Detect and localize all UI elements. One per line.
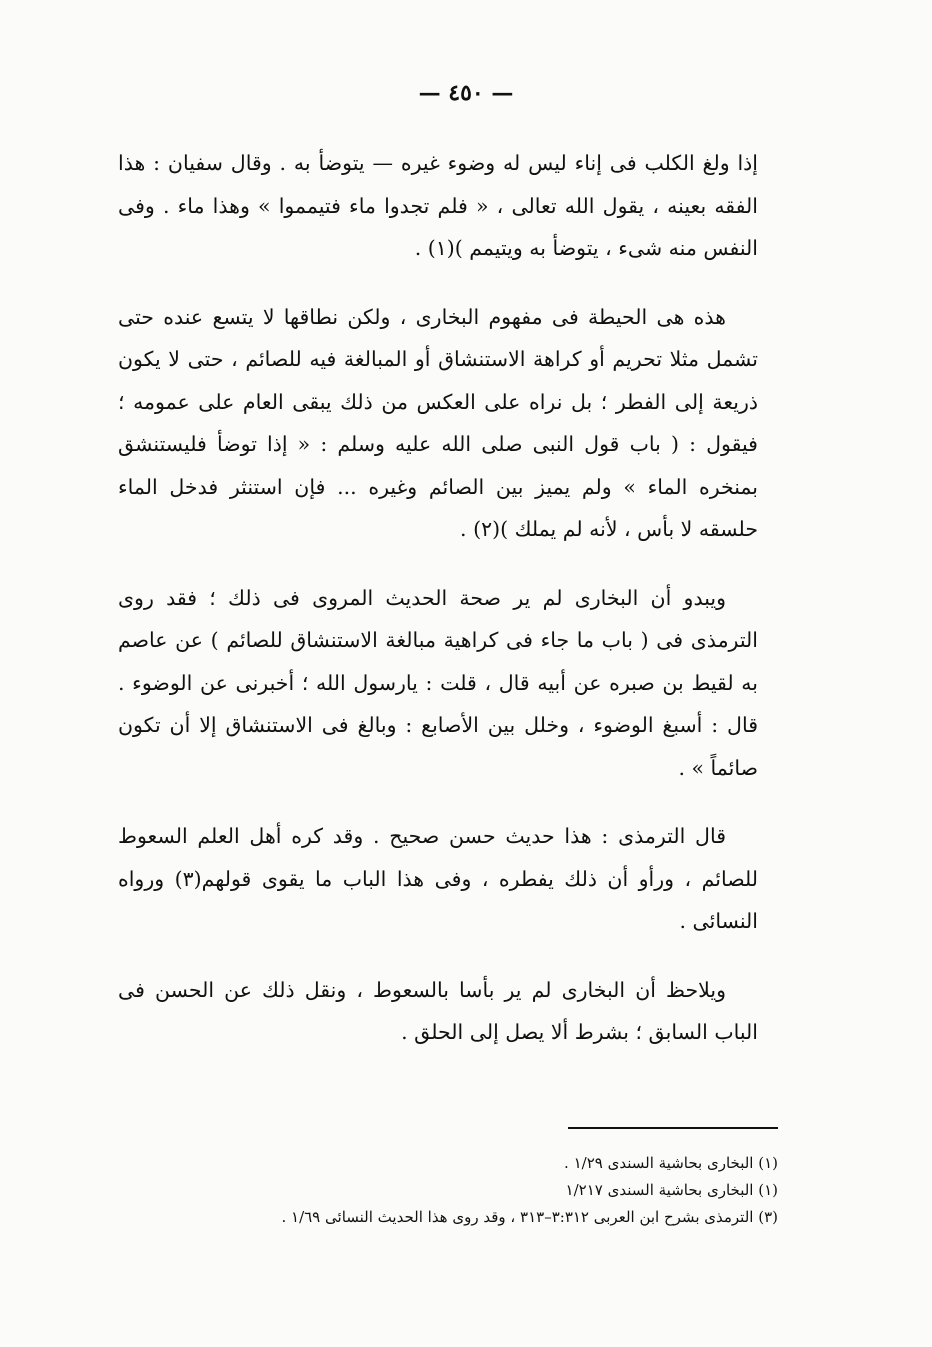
page-number: — ٤٥٠ — xyxy=(418,80,514,106)
footnote-1: (١) البخارى بحاشية السندى ١/٢٩ . xyxy=(564,1154,778,1172)
footnote-3: (٣) الترمذى بشرح ابن العربى ٣:٣١٢–٣١٣ ، وقد روى هذا الحديث النسائى ١/٦٩ . xyxy=(281,1208,778,1226)
main-text xyxy=(118,142,758,1054)
footnote-2: (١) البخارى بحاشية السندى ١/٢١٧ xyxy=(565,1181,778,1199)
footnote-divider xyxy=(568,1127,778,1129)
paragraph-3: ويبدو أن البخارى لم ير صحة الحديث المروى فى ذلك ؛ فقد روى الترمذى فى ( باب ما جاء فى كراهية مبالغة الاستنشاق للصائم ) عن عاصم به لقيط بن صبره عن أبيه قال ، قلت : يارسول الله ؛ أخبرنى عن الوضوء . قال : أسبغ الوضوء ، وخلل بين الأصابع : وبالغ فى الاستنشاق إلا أن تكون صائماً » . xyxy=(118,585,758,780)
paragraph-5: ويلاحظ أن البخارى لم ير بأسا بالسعوط ، ونقل ذلك عن الحسن فى الباب السابق ؛ بشرط ألا يصل إلى الحلق . xyxy=(118,977,758,1044)
footnotes xyxy=(118,1150,778,1231)
paragraph-1: إذا ولغ الكلب فى إناء ليس له وضوء غيره — يتوضأ به . وقال سفيان : هذا الفقه بعينه ، يقول الله تعالى ، « فلم تجدوا ماء فتيمموا » وهذا ماء . وفى النفس منه شىء ، يتوضأ به ويتيمم )(١) . xyxy=(118,151,758,260)
paragraph-2: هذه هى الحيطة فى مفهوم البخارى ، ولكن نطاقها لا يتسع عنده حتى تشمل مثلا تحريم أو كراهة الاستنشاق أو المبالغة فيه للصائم ، حتى لا يكون ذريعة إلى الفطر ؛ بل نراه على العكس من ذلك يبقى العام على عمومه ؛ فيقول : ( باب قول النبى صلى الله عليه وسلم : « إذا توضأ فليستنشق بمنخره الماء » ولم يميز بين الصائم وغيره ... فإن استنثر فدخل الماء حلسقه لا بأس ، لأنه لم يملك )(٢) . xyxy=(118,304,758,541)
paragraph-4: قال الترمذى : هذا حديث حسن صحيح . وقد كره أهل العلم السعوط للصائم ، ورأو أن ذلك يفطره ، وفى هذا الباب ما يقوى قولهم(٣) ورواه النسائى . xyxy=(118,824,758,933)
